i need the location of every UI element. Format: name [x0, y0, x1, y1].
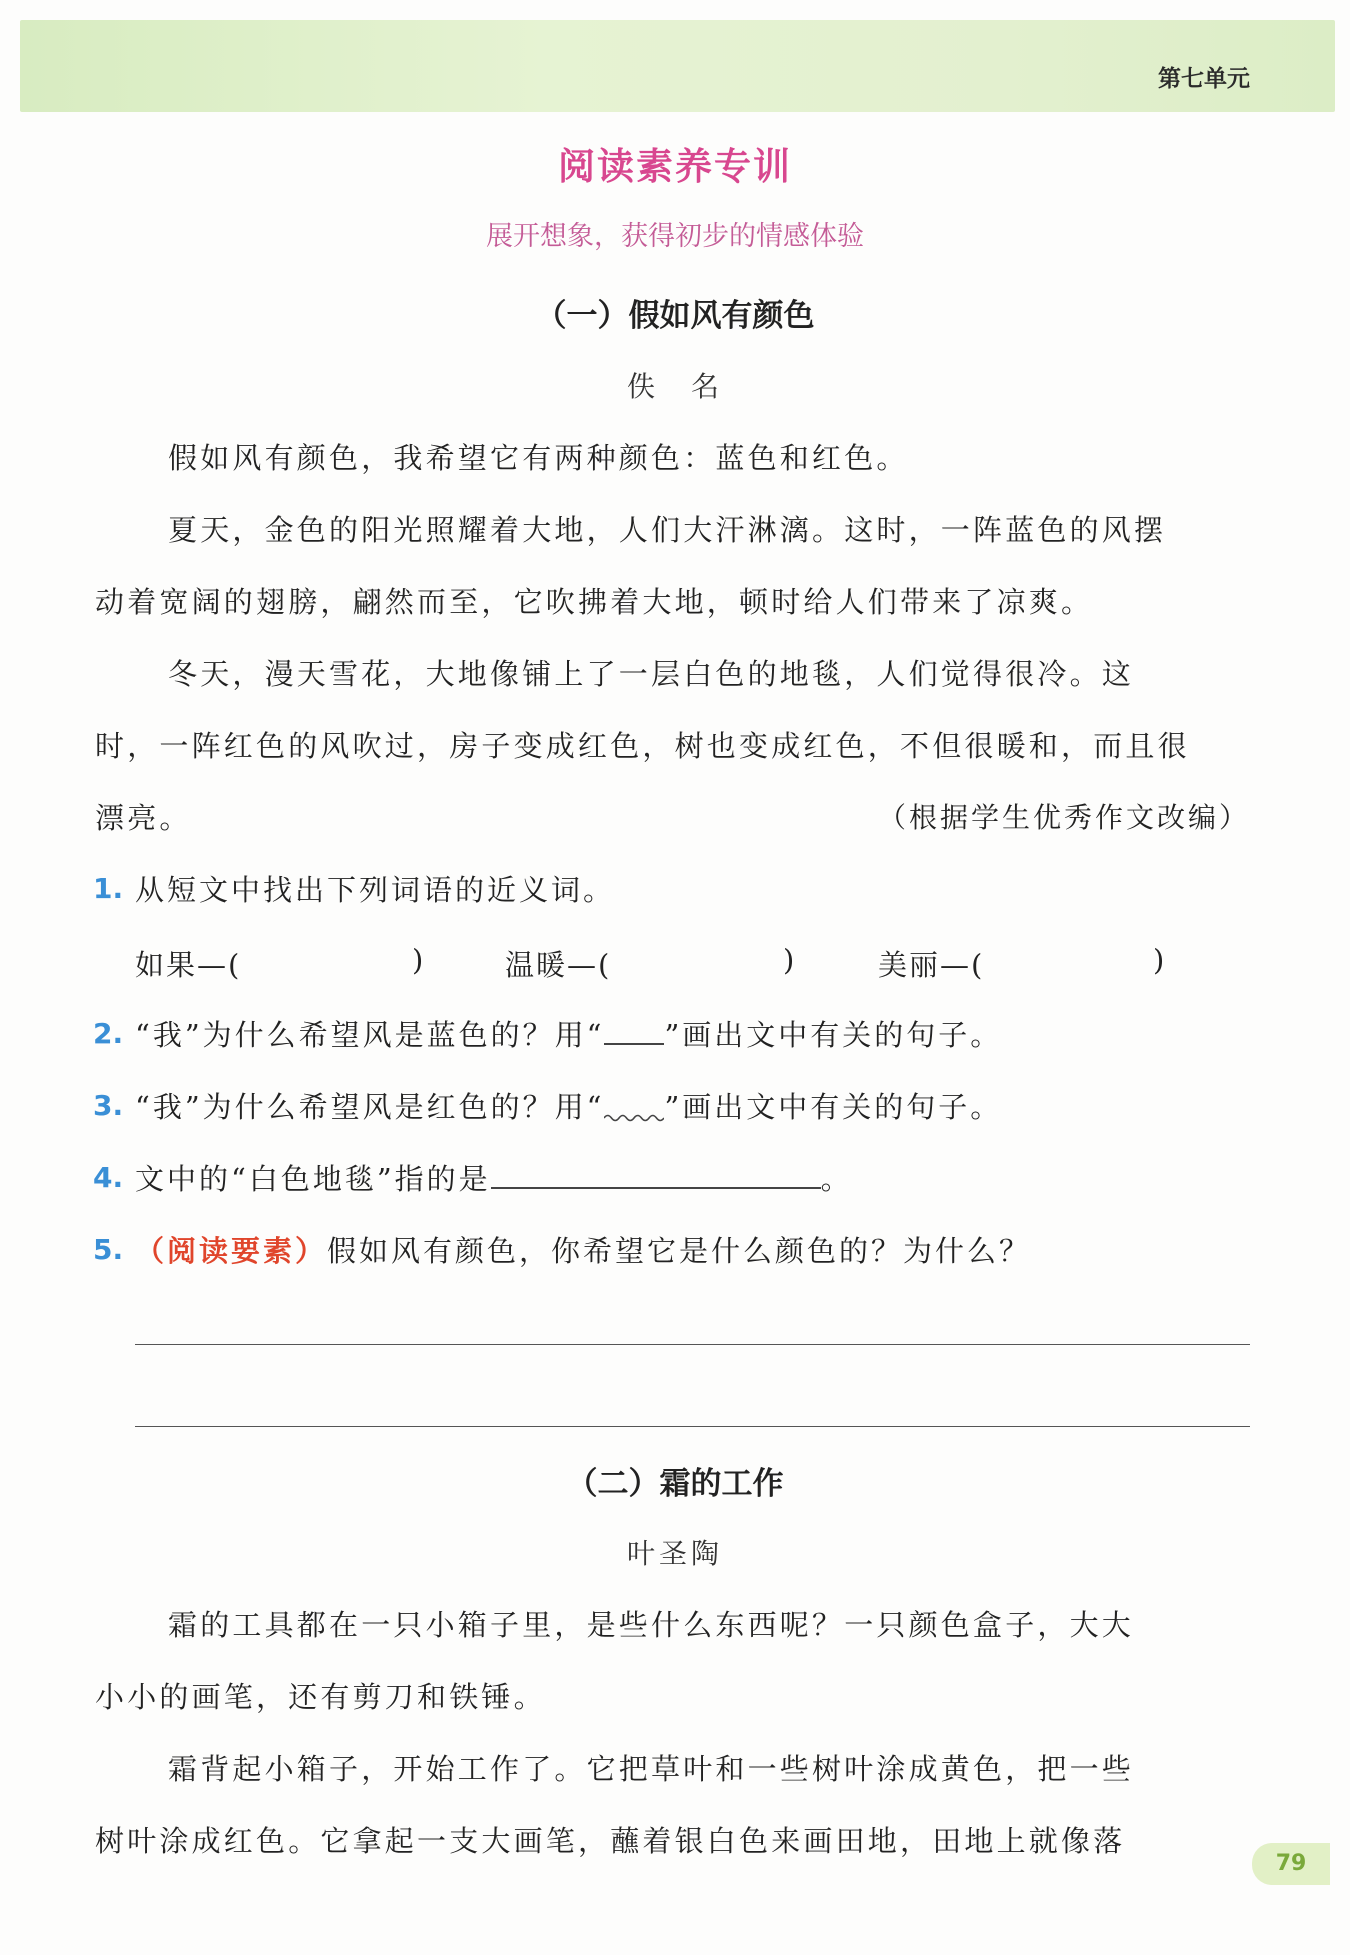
synonym-item [135, 943, 241, 984]
question-text-part: 文中的“白色地毯”指的是 [135, 1162, 491, 1196]
question-number: 1. [93, 872, 124, 905]
section1-paragraph-line: 假如风有颜色，我希望它有两种颜色：蓝色和红色。 [168, 441, 909, 475]
synonym-word: 美丽—( [878, 948, 985, 982]
header-band [20, 20, 1335, 112]
section1-paragraph-line: 漂亮。 [95, 801, 192, 835]
synonym-close: ) [783, 943, 797, 977]
section2-paragraph-line: 树叶涂成红色。它拿起一支大画笔，蘸着银白色来画田地，田地上就像落 [95, 1824, 1126, 1858]
synonym-close: ) [1153, 943, 1167, 977]
section1-paragraph-line: 冬天，漫天雪花，大地像铺上了一层白色的地毯，人们觉得很冷。这 [168, 657, 1135, 691]
question-number: 2. [93, 1017, 124, 1050]
answer-line[interactable] [135, 1344, 1250, 1345]
wavy-underline-sample [604, 1095, 664, 1117]
page-number: 79 [1252, 1843, 1330, 1885]
section1-author: 佚 名 [626, 370, 723, 403]
section2-paragraph-line: 小小的画笔，还有剪刀和铁锤。 [95, 1680, 546, 1714]
question-text [135, 1157, 853, 1198]
question-text-part: ”画出文中有关的句子。 [664, 1090, 1003, 1124]
reading-element-tag: （阅读要素） [135, 1234, 328, 1268]
section2-paragraph-line: 霜背起小箱子，开始工作了。它把草叶和一些树叶涂成黄色，把一些 [168, 1752, 1135, 1786]
question-text [135, 1013, 1002, 1054]
section2-author: 叶圣陶 [626, 1537, 723, 1570]
section1-paragraph-line: 时，一阵红色的风吹过，房子变成红色，树也变成红色，不但很暖和，而且很 [95, 729, 1190, 763]
section1-paragraph-line: 夏天，金色的阳光照耀着大地，人们大汗淋漓。这时，一阵蓝色的风摆 [168, 513, 1167, 547]
underline-sample [604, 1021, 664, 1045]
section1-title: （一）假如风有颜色 [535, 298, 815, 334]
page-title: 阅读素养专训 [558, 145, 792, 188]
synonym-word: 如果—( [135, 948, 242, 982]
question-text: 从短文中找出下列词语的近义词。 [135, 873, 616, 907]
question-number: 5. [93, 1233, 124, 1266]
question-text-part: “我”为什么希望风是蓝色的？用“ [135, 1018, 605, 1052]
section2-title: （二）霜的工作 [566, 1466, 784, 1502]
question-text-part: 。 [820, 1162, 853, 1196]
synonym-item [878, 943, 984, 984]
source-note: （根据学生优秀作文改编） [877, 801, 1250, 834]
question-text-part: 假如风有颜色，你希望它是什么颜色的？为什么？ [327, 1234, 1032, 1268]
answer-line[interactable] [135, 1426, 1250, 1427]
question-number: 4. [93, 1161, 124, 1194]
unit-label: 第七单元 [1158, 66, 1250, 92]
synonym-word: 温暖—( [505, 948, 612, 982]
question-text [135, 1229, 1031, 1270]
question-text [135, 1085, 1002, 1126]
section1-paragraph-line: 动着宽阔的翅膀，翩然而至，它吹拂着大地，顿时给人们带来了凉爽。 [95, 585, 1094, 619]
question-text-part: ”画出文中有关的句子。 [664, 1018, 1003, 1052]
synonym-close: ) [412, 943, 426, 977]
page-subtitle: 展开想象，获得初步的情感体验 [486, 221, 864, 252]
answer-blank[interactable] [491, 1161, 821, 1189]
question-number: 3. [93, 1089, 124, 1122]
section2-paragraph-line: 霜的工具都在一只小箱子里，是些什么东西呢？一只颜色盒子，大大 [168, 1608, 1135, 1642]
synonym-item [505, 943, 611, 984]
question-text-part: “我”为什么希望风是红色的？用“ [135, 1090, 605, 1124]
